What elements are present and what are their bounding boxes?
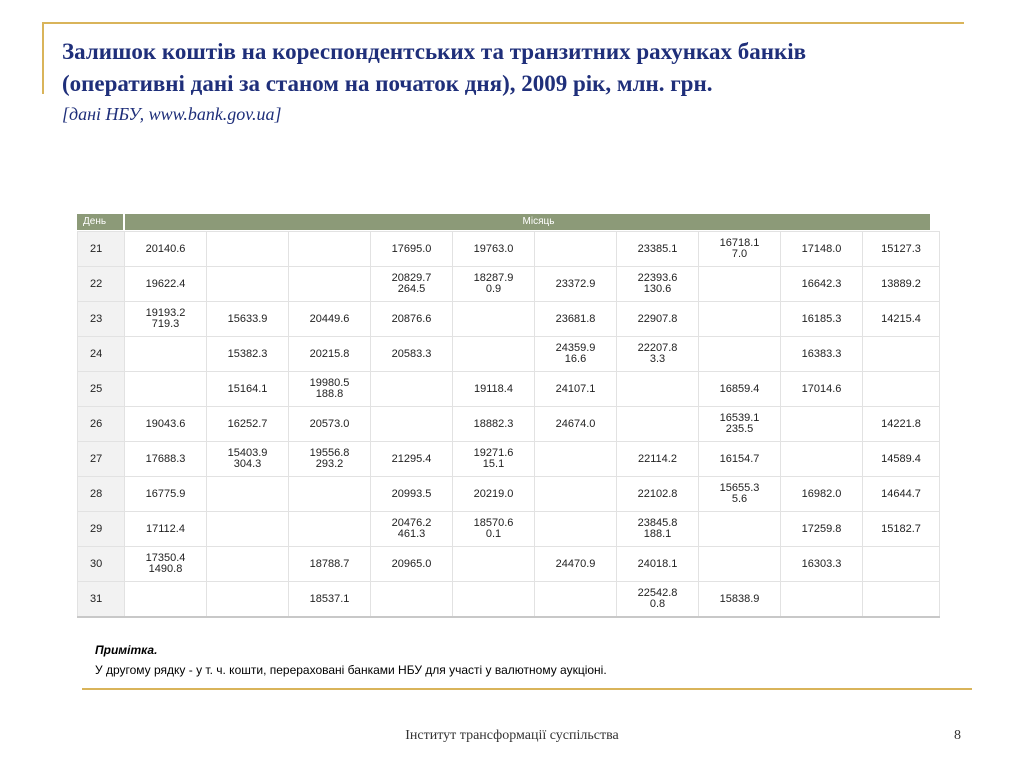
slide-source: [дані НБУ, www.bank.gov.ua] [62, 104, 282, 124]
value-cell [699, 267, 781, 302]
day-cell: 27 [78, 442, 125, 477]
value-cell [863, 372, 940, 407]
value-cell: 23681.8 [535, 302, 617, 337]
value-cell [207, 512, 289, 547]
value-cell: 20140.6 [125, 232, 207, 267]
value-cell [207, 232, 289, 267]
slide-title-line-2: (оперативні дані за станом на початок дня), 2009 рік, млн. грн. [62, 71, 713, 96]
value-cell: 16982.0 [781, 477, 863, 512]
value-cell [863, 337, 940, 372]
value-cell [699, 512, 781, 547]
value-cell [125, 582, 207, 618]
value-cell: 14215.4 [863, 302, 940, 337]
value-cell: 16252.7 [207, 407, 289, 442]
table-row [78, 582, 940, 618]
slide-title [62, 36, 962, 100]
page-number: 8 [954, 728, 961, 743]
value-cell: 19556.8 293.2 [289, 442, 371, 477]
value-cell [453, 302, 535, 337]
value-cell: 15164.1 [207, 372, 289, 407]
slide-title-line-1: Залишок коштів на кореспондентських та транзитних рахунках банків [62, 39, 807, 64]
table-row [78, 337, 940, 372]
value-cell: 24359.9 16.6 [535, 337, 617, 372]
note-title: Примітка. [95, 643, 158, 657]
value-cell: 17259.8 [781, 512, 863, 547]
table-row [78, 407, 940, 442]
table-row [78, 477, 940, 512]
value-cell: 15838.9 [699, 582, 781, 618]
day-cell: 30 [78, 547, 125, 582]
day-cell: 31 [78, 582, 125, 618]
value-cell [207, 477, 289, 512]
value-cell [617, 372, 699, 407]
value-cell: 18882.3 [453, 407, 535, 442]
value-cell: 16185.3 [781, 302, 863, 337]
value-cell: 22114.2 [617, 442, 699, 477]
value-cell [453, 547, 535, 582]
value-cell: 20993.5 [371, 477, 453, 512]
value-cell [207, 547, 289, 582]
value-cell [371, 372, 453, 407]
value-cell: 19118.4 [453, 372, 535, 407]
value-cell: 17014.6 [781, 372, 863, 407]
header-month: Місяць [522, 216, 555, 227]
value-cell: 22207.8 3.3 [617, 337, 699, 372]
value-cell: 13889.2 [863, 267, 940, 302]
value-cell: 22907.8 [617, 302, 699, 337]
value-cell [453, 582, 535, 618]
value-cell [125, 337, 207, 372]
value-cell: 23845.8 188.1 [617, 512, 699, 547]
value-cell: 15655.3 5.6 [699, 477, 781, 512]
value-cell: 14221.8 [863, 407, 940, 442]
value-cell: 16642.3 [781, 267, 863, 302]
value-cell [453, 337, 535, 372]
value-cell [207, 582, 289, 618]
balances-table [77, 231, 940, 618]
value-cell: 16775.9 [125, 477, 207, 512]
value-cell [535, 582, 617, 618]
value-cell: 17350.4 1490.8 [125, 547, 207, 582]
table-row [78, 512, 940, 547]
value-cell [699, 302, 781, 337]
value-cell [125, 372, 207, 407]
table-row [78, 267, 940, 302]
value-cell: 19622.4 [125, 267, 207, 302]
value-cell: 22102.8 [617, 477, 699, 512]
note-text: У другому рядку - у т. ч. кошти, перераховані банками НБУ для участі у валютному аукціоні. [95, 663, 607, 677]
value-cell [535, 512, 617, 547]
value-cell: 20965.0 [371, 547, 453, 582]
value-cell: 17112.4 [125, 512, 207, 547]
day-cell: 25 [78, 372, 125, 407]
value-cell: 24470.9 [535, 547, 617, 582]
value-cell: 15382.3 [207, 337, 289, 372]
value-cell [535, 442, 617, 477]
frame-bottom-line [82, 688, 972, 690]
table-body [78, 232, 940, 618]
value-cell: 18537.1 [289, 582, 371, 618]
value-cell [781, 442, 863, 477]
day-cell: 29 [78, 512, 125, 547]
frame-top-line [42, 22, 964, 24]
value-cell: 20449.6 [289, 302, 371, 337]
value-cell [617, 407, 699, 442]
value-cell [289, 512, 371, 547]
value-cell: 19043.6 [125, 407, 207, 442]
frame-left-line [42, 22, 44, 94]
value-cell: 20583.3 [371, 337, 453, 372]
value-cell: 15403.9 304.3 [207, 442, 289, 477]
value-cell: 16718.1 7.0 [699, 232, 781, 267]
value-cell: 16383.3 [781, 337, 863, 372]
day-cell: 21 [78, 232, 125, 267]
table-row [78, 442, 940, 477]
value-cell [535, 477, 617, 512]
day-cell: 23 [78, 302, 125, 337]
value-cell: 21295.4 [371, 442, 453, 477]
value-cell: 23372.9 [535, 267, 617, 302]
table-row [78, 302, 940, 337]
value-cell: 22542.8 0.8 [617, 582, 699, 618]
value-cell: 18287.9 0.9 [453, 267, 535, 302]
value-cell: 20215.8 [289, 337, 371, 372]
value-cell: 20829.7 264.5 [371, 267, 453, 302]
value-cell: 16539.1 235.5 [699, 407, 781, 442]
value-cell: 23385.1 [617, 232, 699, 267]
day-cell: 24 [78, 337, 125, 372]
day-cell: 22 [78, 267, 125, 302]
value-cell: 24018.1 [617, 547, 699, 582]
value-cell: 19980.5 188.8 [289, 372, 371, 407]
value-cell: 14644.7 [863, 477, 940, 512]
value-cell: 15182.7 [863, 512, 940, 547]
value-cell: 19763.0 [453, 232, 535, 267]
value-cell: 22393.6 130.6 [617, 267, 699, 302]
table-header [77, 214, 930, 230]
value-cell: 17688.3 [125, 442, 207, 477]
value-cell [289, 232, 371, 267]
value-cell [699, 547, 781, 582]
day-cell: 26 [78, 407, 125, 442]
value-cell [371, 407, 453, 442]
header-day: День [83, 216, 107, 227]
table-row [78, 547, 940, 582]
value-cell [863, 582, 940, 618]
value-cell: 18570.6 0.1 [453, 512, 535, 547]
value-cell: 15127.3 [863, 232, 940, 267]
value-cell: 18788.7 [289, 547, 371, 582]
value-cell [781, 407, 863, 442]
value-cell: 20219.0 [453, 477, 535, 512]
value-cell [863, 547, 940, 582]
value-cell: 19193.2 719.3 [125, 302, 207, 337]
value-cell: 15633.9 [207, 302, 289, 337]
value-cell [699, 337, 781, 372]
value-cell: 16859.4 [699, 372, 781, 407]
value-cell: 14589.4 [863, 442, 940, 477]
day-cell: 28 [78, 477, 125, 512]
value-cell: 16303.3 [781, 547, 863, 582]
value-cell: 20876.6 [371, 302, 453, 337]
value-cell: 16154.7 [699, 442, 781, 477]
value-cell: 17148.0 [781, 232, 863, 267]
value-cell: 17695.0 [371, 232, 453, 267]
value-cell [781, 582, 863, 618]
table-row [78, 232, 940, 267]
slide-footer: Інститут трансформації суспільства [405, 728, 619, 743]
value-cell [371, 582, 453, 618]
value-cell: 20573.0 [289, 407, 371, 442]
table-row [78, 372, 940, 407]
note [95, 643, 607, 677]
value-cell [535, 232, 617, 267]
value-cell: 24107.1 [535, 372, 617, 407]
value-cell [289, 267, 371, 302]
value-cell [289, 477, 371, 512]
value-cell [207, 267, 289, 302]
value-cell: 20476.2 461.3 [371, 512, 453, 547]
value-cell: 19271.6 15.1 [453, 442, 535, 477]
value-cell: 24674.0 [535, 407, 617, 442]
